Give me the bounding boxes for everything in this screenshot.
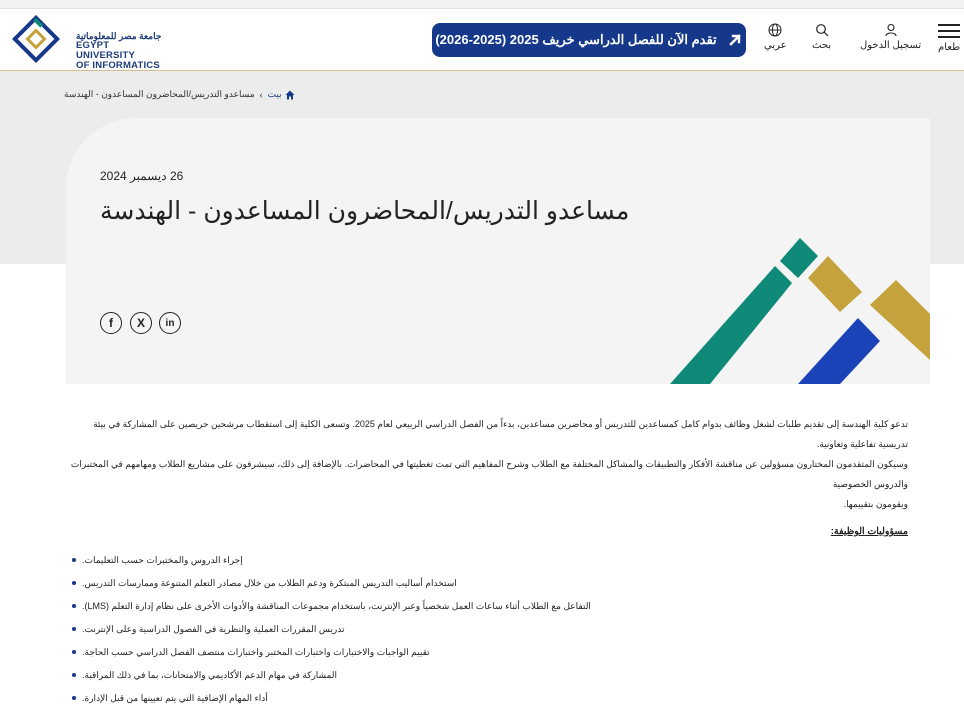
share-facebook-button[interactable] bbox=[100, 312, 122, 334]
list-item bbox=[70, 641, 908, 664]
breadcrumb-current: مساعدو التدريس/المحاضرون المساعدون - الهندسة bbox=[64, 89, 255, 99]
breadcrumb-separator: › bbox=[259, 89, 263, 100]
site-header bbox=[0, 9, 964, 71]
search-label: بحث bbox=[812, 40, 832, 51]
decorative-stripes bbox=[660, 230, 930, 384]
facebook-icon: f bbox=[109, 316, 113, 330]
list-item bbox=[70, 687, 908, 710]
arrow-up-right-icon bbox=[727, 32, 743, 48]
list-item-text: التفاعل مع الطلاب أثناء ساعات العمل شخصياً وعبر الإنترنت، باستخدام مجموعات المناقشة والأدوات الأخرى على نظام إدارة التعلم (LMS). bbox=[82, 601, 591, 611]
university-logo[interactable] bbox=[12, 15, 162, 71]
x-icon: X bbox=[136, 316, 145, 330]
login-button[interactable] bbox=[860, 23, 921, 51]
list-item bbox=[70, 549, 908, 572]
list-item bbox=[70, 595, 908, 618]
article-title: مساعدو التدريس/المحاضرون المساعدون - الهندسة bbox=[100, 197, 630, 225]
language-label: عربي bbox=[764, 40, 787, 51]
browser-top-strip bbox=[0, 0, 964, 9]
search-button[interactable] bbox=[812, 23, 831, 51]
logo-text bbox=[76, 31, 162, 71]
list-item-text: المشاركة في مهام الدعم الأكاديمي والامتحانات، بما في ذلك المراقبة. bbox=[82, 670, 338, 680]
intro-line-1: تدعو كلية الهندسة إلى تقديم طلبات لشغل وظائف بدوام كامل كمساعدين للتدريس أو محاضرين مساعدين، بدءاً من الفصل الدراسي الربيعي لعام 2025. وتسعى الكلية إلى استقطاب مرشحين حريصين على المشاركة في بيئة تدريسية تفاعلية وتعاونية. bbox=[93, 419, 908, 449]
menu-button[interactable] bbox=[938, 23, 960, 53]
intro-line-2: وسيكون المتقدمون المختارون مسؤولين عن مناقشة الأفكار والتطبيقات والمشاكل المختلفة مع الطلاب وشرح المفاهيم التي تمت تغطيتها في المحاضرات. بالإضافة إلى ذلك، سيشرفون على مشاريع الطلاب ومهامهم في المختبرات والدروس الخصوصية bbox=[70, 459, 908, 489]
list-item bbox=[70, 572, 908, 595]
intro-paragraph bbox=[70, 414, 908, 514]
home-icon bbox=[285, 90, 295, 100]
logo-arabic: جامعة مصر للمعلوماتية bbox=[76, 31, 162, 41]
apply-now-button[interactable] bbox=[432, 23, 746, 57]
apply-now-label: تقدم الآن للفصل الدراسي خريف 2025 (2025-2026) bbox=[435, 32, 717, 47]
breadcrumb bbox=[64, 89, 295, 100]
list-item-text: استخدام أساليب التدريس المبتكرة ودعم الطلاب من خلال مصادر التعلم المتنوعة وممارسات التدريس. bbox=[82, 578, 457, 588]
share-x-button[interactable] bbox=[130, 312, 152, 334]
linkedin-icon: in bbox=[165, 317, 175, 329]
logo-english-line1: EGYPT UNIVERSITY bbox=[76, 40, 136, 61]
globe-icon bbox=[768, 23, 782, 37]
article-date: 26 ديسمبر 2024 bbox=[100, 169, 184, 183]
breadcrumb-home-label: بيت bbox=[267, 89, 282, 99]
list-item-text: أداء المهام الإضافية التي يتم تعيينها من قبل الإدارة. bbox=[82, 693, 268, 703]
logo-mark-icon bbox=[12, 15, 60, 63]
login-label: تسجيل الدخول bbox=[860, 40, 922, 51]
user-icon bbox=[884, 23, 898, 37]
logo-english-line2: OF INFORMATICS bbox=[76, 60, 160, 71]
article-body bbox=[70, 414, 908, 710]
list-item bbox=[70, 618, 908, 641]
list-item-text: تقييم الواجبات والاختبارات واختبارات المختبر واختبارات منتصف الفصل الدراسي حسب الحاجة. bbox=[82, 647, 430, 657]
intro-line-3: ويقومون بتقييمها. bbox=[843, 499, 908, 509]
search-icon bbox=[815, 23, 829, 37]
responsibilities-list bbox=[70, 549, 908, 710]
share-linkedin-button[interactable] bbox=[159, 312, 181, 334]
list-item-text: إجراء الدروس والمختبرات حسب التعليمات. bbox=[82, 555, 243, 565]
list-item bbox=[70, 664, 908, 687]
hamburger-menu-icon bbox=[938, 23, 960, 39]
menu-label: طعام bbox=[938, 42, 961, 53]
list-item-text: تدريس المقررات العملية والنظرية في الفصول الدراسية وعلى الإنترنت. bbox=[82, 624, 345, 634]
responsibilities-heading: مسؤوليات الوظيفة: bbox=[830, 526, 908, 537]
language-switch[interactable] bbox=[764, 23, 787, 51]
breadcrumb-home[interactable] bbox=[268, 89, 295, 100]
